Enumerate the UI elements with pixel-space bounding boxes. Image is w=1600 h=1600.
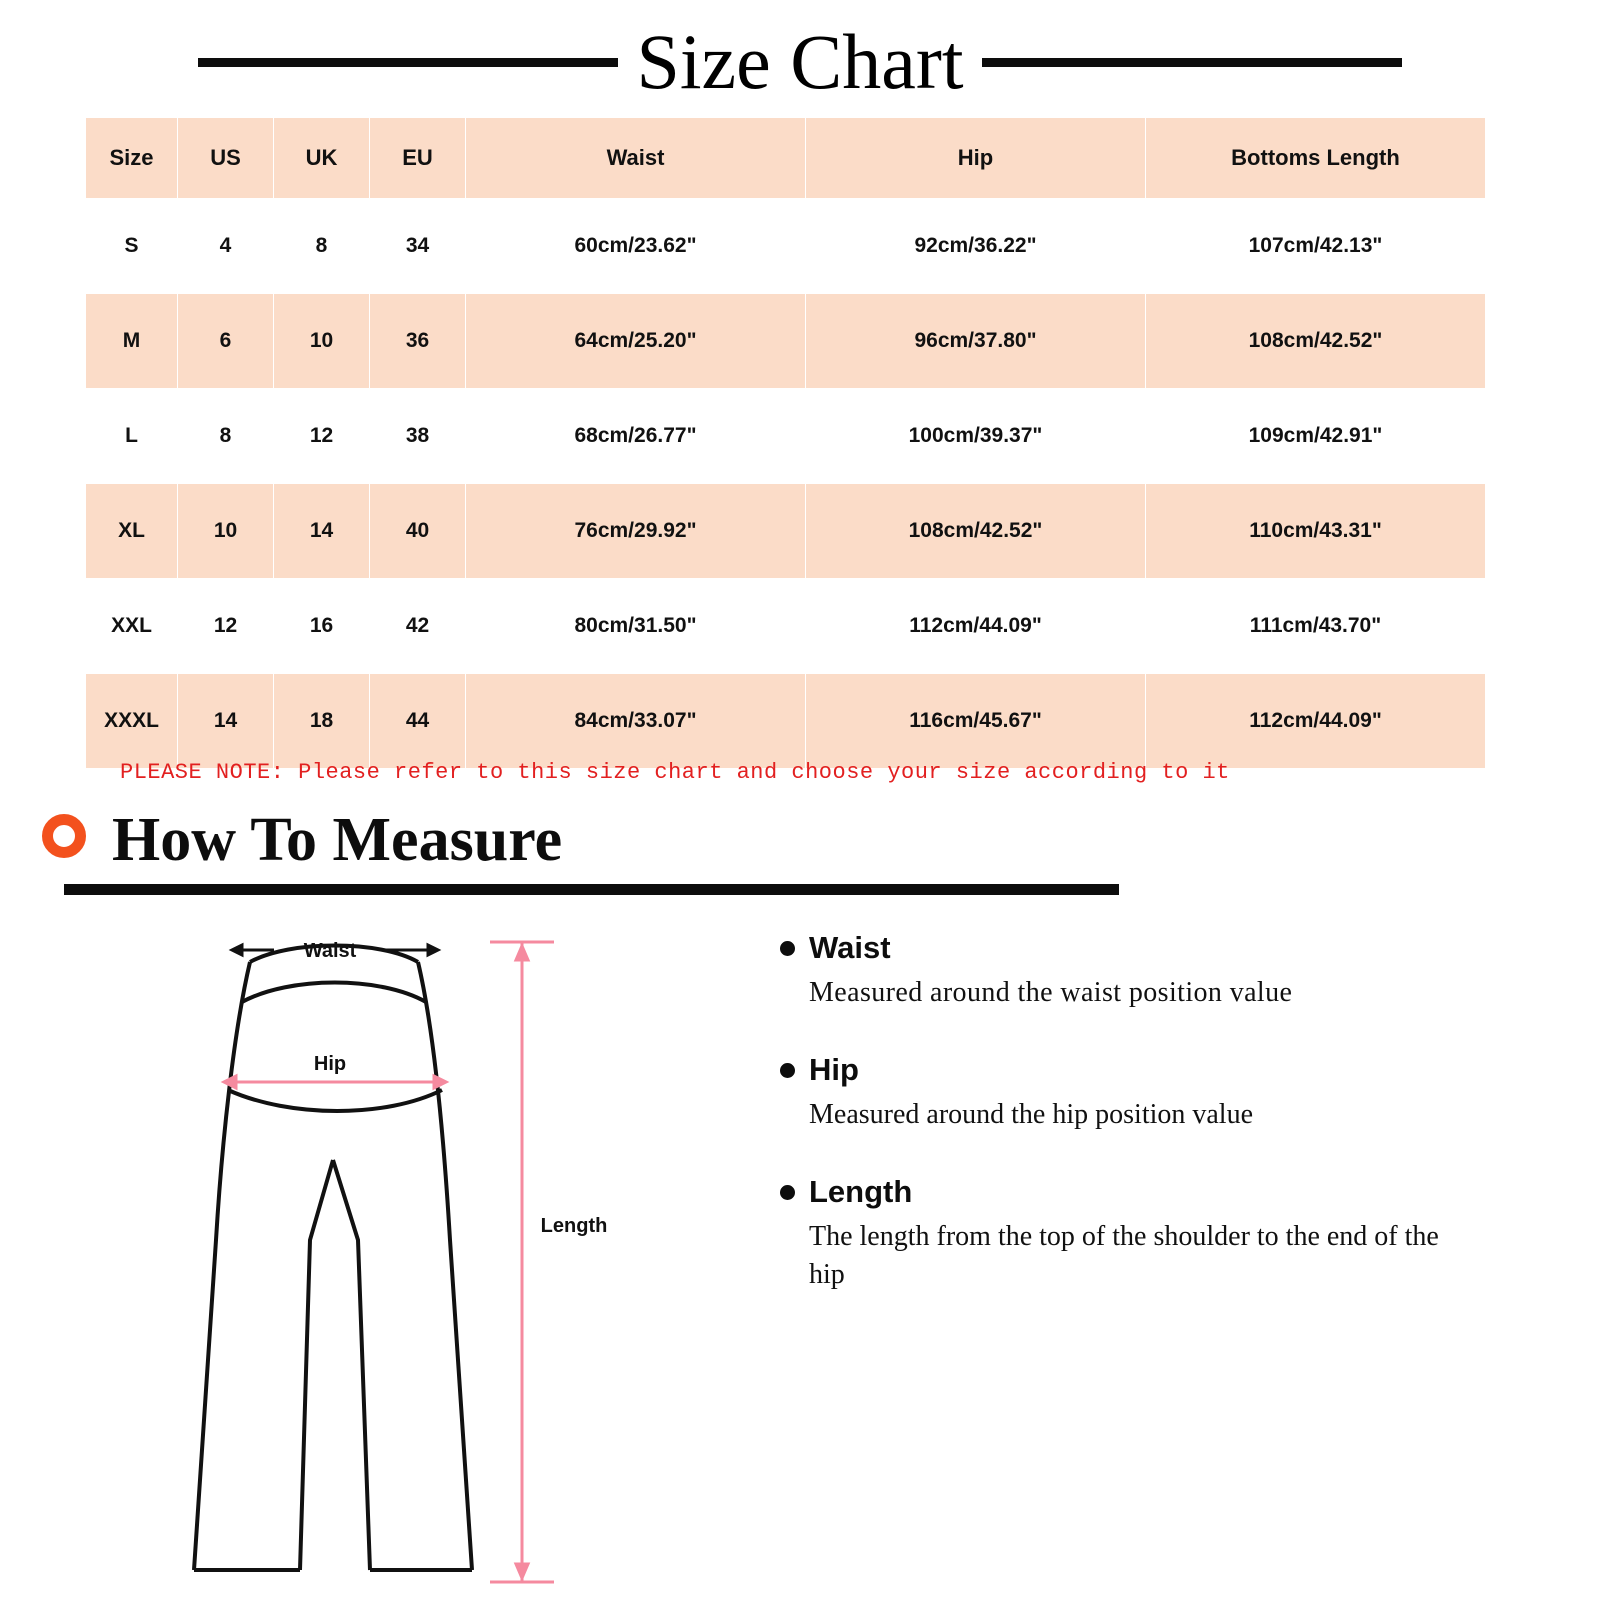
- size-chart-table: [85, 117, 1486, 769]
- cell-waist: 84cm/33.07": [466, 674, 806, 769]
- table-row: [86, 484, 1486, 579]
- definition-hip: [780, 1052, 1480, 1134]
- cell-eu: 44: [370, 674, 466, 769]
- column-header-size: Size: [86, 118, 178, 199]
- cell-size: XXXL: [86, 674, 178, 769]
- definition-waist-desc: Measured around the waist position value: [809, 977, 1293, 1008]
- how-to-measure-header: [34, 800, 1134, 910]
- cell-waist: 76cm/29.92": [466, 484, 806, 579]
- cell-size: XXL: [86, 579, 178, 674]
- definition-length-title: Length: [809, 1174, 913, 1209]
- bullet-icon: [780, 1185, 795, 1200]
- cell-hip: 92cm/36.22": [806, 199, 1146, 294]
- cell-waist: 64cm/25.20": [466, 294, 806, 389]
- cell-length: 109cm/42.91": [1146, 389, 1486, 484]
- cell-eu: 34: [370, 199, 466, 294]
- cell-us: 4: [178, 199, 274, 294]
- cell-us: 6: [178, 294, 274, 389]
- cell-uk: 8: [274, 199, 370, 294]
- cell-length: 112cm/44.09": [1146, 674, 1486, 769]
- cell-us: 8: [178, 389, 274, 484]
- definition-length-desc: The length from the top of the shoulder to the end of the hip: [809, 1221, 1439, 1290]
- cell-us: 14: [178, 674, 274, 769]
- cell-uk: 10: [274, 294, 370, 389]
- cell-size: XL: [86, 484, 178, 579]
- cell-hip: 108cm/42.52": [806, 484, 1146, 579]
- cell-eu: 42: [370, 579, 466, 674]
- table-row: [86, 294, 1486, 389]
- cell-hip: 96cm/37.80": [806, 294, 1146, 389]
- cell-hip: 116cm/45.67": [806, 674, 1146, 769]
- table-row: [86, 579, 1486, 674]
- measurement-definitions: [780, 930, 1480, 1334]
- table-row: [86, 199, 1486, 294]
- cell-us: 12: [178, 579, 274, 674]
- column-header-eu: EU: [370, 118, 466, 199]
- bullet-icon: [780, 1063, 795, 1078]
- ring-icon: [42, 814, 86, 858]
- definition-waist-head: [780, 930, 1480, 966]
- column-header-waist: Waist: [466, 118, 806, 199]
- column-header-bottoms-length: Bottoms Length: [1146, 118, 1486, 199]
- table-header-row: [86, 118, 1486, 199]
- cell-eu: 40: [370, 484, 466, 579]
- table-row: [86, 674, 1486, 769]
- diagram-label-length: Length: [540, 1215, 608, 1237]
- definition-hip-title: Hip: [809, 1052, 859, 1087]
- cell-length: 108cm/42.52": [1146, 294, 1486, 389]
- title-rule-right-decoration: [982, 58, 1402, 67]
- definition-hip-desc: Measured around the hip position value: [809, 1099, 1254, 1130]
- cell-size: L: [86, 389, 178, 484]
- cell-size: S: [86, 199, 178, 294]
- definition-length: [780, 1174, 1480, 1294]
- how-to-measure-title: How To Measure: [112, 806, 563, 874]
- column-header-hip: Hip: [806, 118, 1146, 199]
- cell-uk: 18: [274, 674, 370, 769]
- definition-waist: [780, 930, 1480, 1012]
- page-title: Size Chart: [636, 18, 964, 105]
- cell-hip: 100cm/39.37": [806, 389, 1146, 484]
- cell-eu: 36: [370, 294, 466, 389]
- definition-waist-title: Waist: [809, 930, 891, 965]
- cell-size: M: [86, 294, 178, 389]
- title-rule-left-decoration: [198, 58, 618, 67]
- bullet-icon: [780, 941, 795, 956]
- cell-length: 107cm/42.13": [1146, 199, 1486, 294]
- how-to-measure-rule-decoration: [64, 884, 1119, 895]
- cell-waist: 60cm/23.62": [466, 199, 806, 294]
- cell-length: 111cm/43.70": [1146, 579, 1486, 674]
- cell-uk: 16: [274, 579, 370, 674]
- diagram-label-waist: Waist: [303, 940, 357, 962]
- pants-measurement-diagram: [150, 910, 670, 1590]
- cell-uk: 14: [274, 484, 370, 579]
- please-note-text: PLEASE NOTE: Please refer to this size chart and choose your size according to it: [120, 760, 1230, 785]
- cell-uk: 12: [274, 389, 370, 484]
- cell-waist: 80cm/31.50": [466, 579, 806, 674]
- page-title-row: [0, 14, 1600, 110]
- diagram-label-hip: Hip: [313, 1053, 347, 1075]
- cell-hip: 112cm/44.09": [806, 579, 1146, 674]
- definition-length-head: [780, 1174, 1480, 1210]
- definition-hip-head: [780, 1052, 1480, 1088]
- cell-us: 10: [178, 484, 274, 579]
- cell-waist: 68cm/26.77": [466, 389, 806, 484]
- cell-eu: 38: [370, 389, 466, 484]
- column-header-uk: UK: [274, 118, 370, 199]
- column-header-us: US: [178, 118, 274, 199]
- table-row: [86, 389, 1486, 484]
- cell-length: 110cm/43.31": [1146, 484, 1486, 579]
